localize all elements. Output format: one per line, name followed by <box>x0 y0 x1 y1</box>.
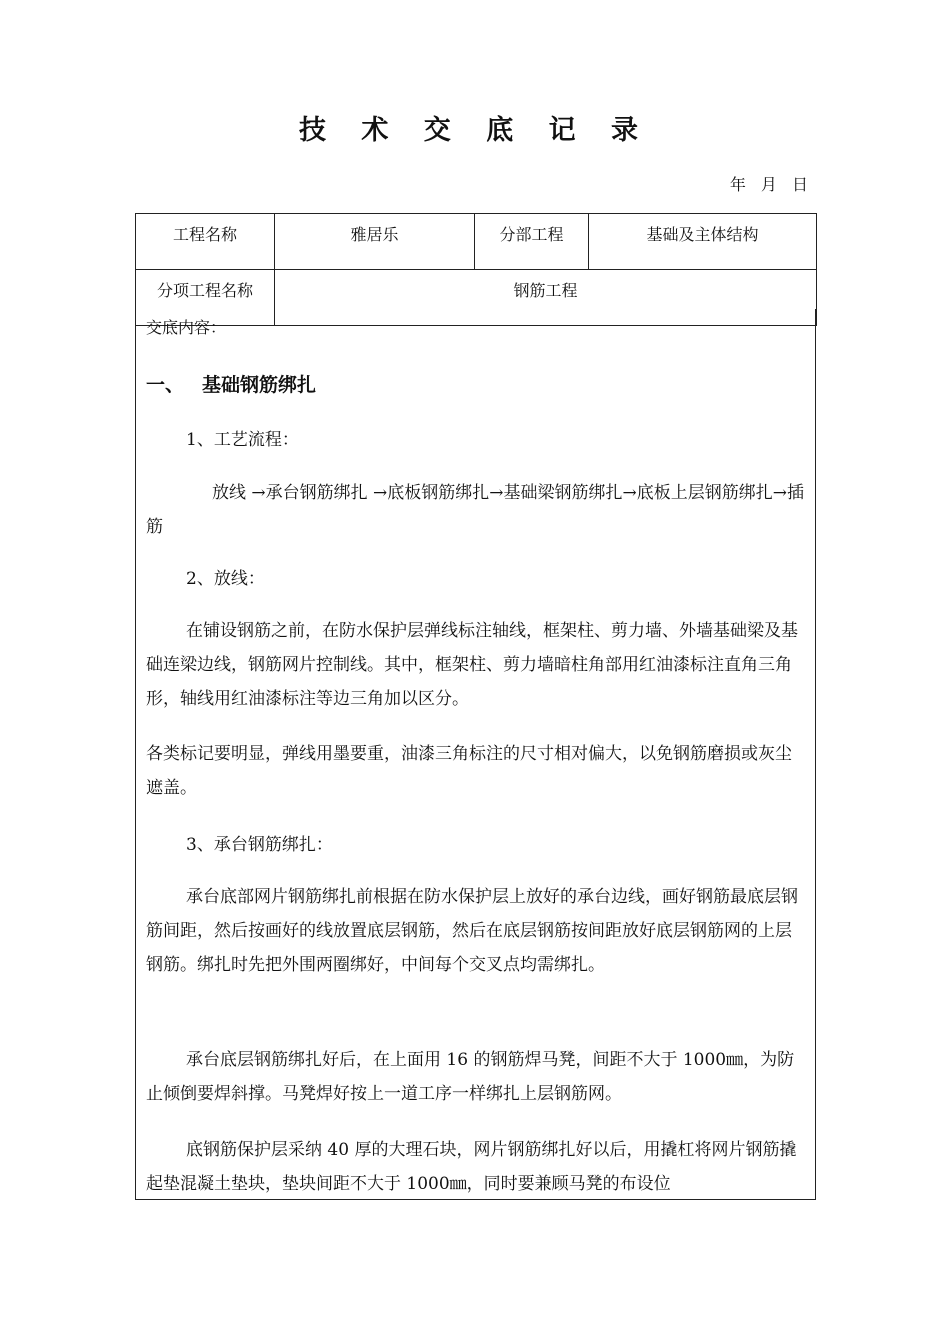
item1-heading: 1、工艺流程： <box>186 430 299 450</box>
division-value: 基础及主体结构 <box>589 214 817 270</box>
content-label: 交底内容： <box>146 318 227 337</box>
subitem-label: 分项工程名称 <box>136 270 275 326</box>
project-name-label: 工程名称 <box>136 214 275 270</box>
document-title: 技 术 交 底 记 录 <box>299 115 651 146</box>
item2-heading: 2、放线： <box>186 569 265 589</box>
item1-flow: 放线 →承台钢筋绑扎 →底板钢筋绑扎→基础梁钢筋绑扎→底板上层钢筋绑扎→插筋 <box>146 483 805 537</box>
project-name-value: 雅居乐 <box>275 214 475 270</box>
item2-paragraph-2: 各类标记要明显，弹线用墨要重，油漆三角标注的尺寸相对偏大，以免钢筋磨损或灰尘遮盖。 <box>146 744 792 798</box>
content-box <box>135 309 816 1200</box>
date-field: 年 月 日 <box>729 175 808 194</box>
subitem-value: 钢筋工程 <box>275 270 817 326</box>
item3-paragraph-1: 承台底部网片钢筋绑扎前根据在防水保护层上放好的承台边线，画好钢筋最底层钢筋间距，然后按画好的线放置底层钢筋，然后在底层钢筋按间距放好底层钢筋网的上层钢筋。绑扎时先把外围两圈绑好，中间每个交叉点均需绑扎。 <box>146 887 798 975</box>
item3-heading: 3、承台钢筋绑扎： <box>186 835 333 855</box>
division-label: 分部工程 <box>475 214 589 270</box>
section-number: 一、 <box>146 374 185 396</box>
section-heading <box>146 370 316 397</box>
table-row <box>136 214 817 270</box>
section-title: 基础钢筋绑扎 <box>202 374 317 396</box>
item3-paragraph-2: 承台底层钢筋绑扎好后，在上面用 16 的钢筋焊马凳，间距不大于 1000㎜，为防止倾倒要焊斜撑。马凳焊好按上一道工序一样绑扎上层钢筋网。 <box>146 1050 795 1104</box>
item2-paragraph-1: 在铺设钢筋之前，在防水保护层弹线标注轴线，框架柱、剪力墙、外墙基础梁及基础连梁边线，钢筋网片控制线。其中，框架柱、剪力墙暗柱角部用红油漆标注直角三角形，轴线用红油漆标注等边三角加以区分。 <box>146 621 798 709</box>
item3-paragraph-3: 底钢筋保护层采纳 40 厚的大理石块，网片钢筋绑扎好以后，用撬杠将网片钢筋撬起垫混凝土垫块，垫块间距不大于 1000㎜，同时要兼顾马凳的布设位 <box>146 1140 797 1194</box>
